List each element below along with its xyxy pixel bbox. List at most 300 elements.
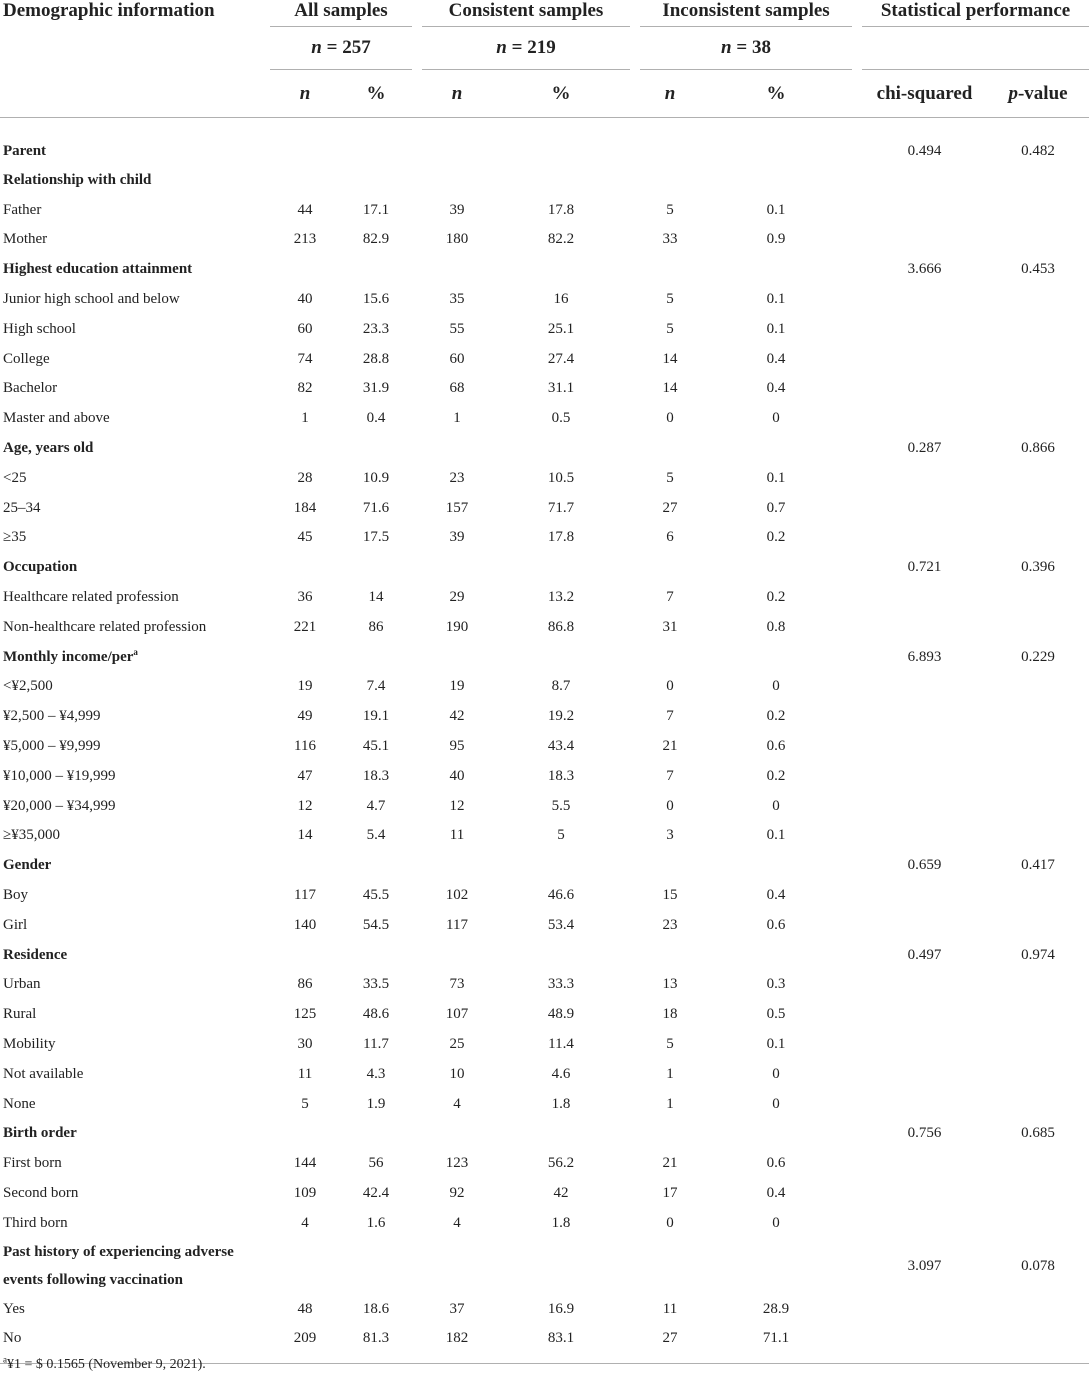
cell-consistent-pct: 10.5 (547, 469, 575, 486)
cell-all-pct: 4.3 (366, 1065, 386, 1082)
row-label: ¥5,000 – ¥9,999 (3, 738, 101, 755)
cell-consistent-n (422, 642, 492, 672)
cell-inconsistent-n (640, 255, 700, 285)
cell-p-value: 0.685 (1021, 1125, 1055, 1142)
cell-inconsistent-n (640, 1119, 700, 1149)
cell-all-pct: 54.5 (362, 916, 390, 933)
cell-inconsistent-n: 27 (662, 499, 678, 516)
cell-consistent-n (422, 255, 492, 285)
cell-p-value (987, 791, 1089, 821)
category-row (0, 434, 1089, 464)
cell-chi-squared (862, 702, 987, 732)
cell-chi-squared: 0.494 (907, 143, 942, 160)
table-row (0, 285, 1089, 315)
cell-p-value (987, 702, 1089, 732)
category-row (0, 553, 1089, 583)
cell-inconsistent-pct (700, 166, 852, 196)
category-row (0, 118, 1089, 166)
cell-consistent-n: 102 (445, 887, 469, 904)
cell-p-value (987, 672, 1089, 702)
cell-all-pct (340, 118, 412, 166)
cell-consistent-n: 123 (445, 1155, 469, 1172)
row-label: Boy (3, 887, 29, 904)
cell-consistent-pct: 18.3 (547, 767, 575, 784)
cell-consistent-n: 12 (449, 797, 465, 814)
cell-consistent-n: 37 (449, 1300, 465, 1317)
cell-consistent-n: 92 (449, 1184, 465, 1201)
cell-consistent-pct: 1.8 (551, 1214, 571, 1231)
cell-consistent-pct (492, 166, 630, 196)
cell-consistent-pct: 27.4 (547, 350, 575, 367)
row-label: No (0, 1324, 270, 1364)
cell-all-pct: 18.3 (362, 767, 390, 784)
cell-chi-squared (862, 166, 987, 196)
cell-inconsistent-n: 17 (662, 1184, 678, 1201)
cell-all-n: 116 (294, 738, 316, 755)
cell-inconsistent-n: 5 (666, 469, 674, 486)
cell-consistent-n: 182 (422, 1324, 492, 1364)
sub-pct-inconsistent: % (700, 70, 852, 118)
cell-chi-squared: 6.893 (907, 648, 942, 665)
cell-all-pct: 31.9 (362, 380, 390, 397)
cell-chi-squared (862, 523, 987, 553)
category-label: Gender (3, 857, 52, 874)
table-body (0, 118, 1089, 1364)
cell-all-pct: 11.7 (363, 1036, 389, 1052)
row-label: College (3, 350, 50, 367)
cell-p-value (987, 1059, 1089, 1089)
table-row (0, 1294, 1089, 1324)
cell-p-value (987, 583, 1089, 613)
cell-all-n: 45 (297, 529, 313, 546)
cell-inconsistent-pct (700, 553, 852, 583)
cell-chi-squared (862, 970, 987, 1000)
cell-all-n: 140 (293, 916, 317, 933)
cell-chi-squared (862, 1059, 987, 1089)
cell-consistent-n: 107 (445, 1006, 469, 1023)
category-label: Parent (3, 143, 47, 160)
header-all-samples: All samples (294, 0, 388, 21)
cell-inconsistent-n: 0 (666, 410, 674, 427)
header-row-n (0, 27, 1089, 70)
row-label: High school (3, 320, 76, 337)
table-row (0, 1208, 1089, 1238)
cell-all-pct: 17.5 (362, 529, 390, 546)
cell-p-value (987, 463, 1089, 493)
category-label: Highest education attainment (3, 261, 193, 278)
category-label: Monthly income/per$^a$ (3, 646, 138, 665)
header-demographic: Demographic information (3, 0, 215, 21)
cell-inconsistent-pct: 71.1 (700, 1324, 852, 1364)
category-label: Birth order (3, 1125, 77, 1142)
cell-consistent-pct (492, 642, 630, 672)
cell-inconsistent-pct: 0.1 (766, 827, 786, 844)
cell-consistent-pct: 13.2 (547, 589, 575, 606)
cell-p-value (987, 493, 1089, 523)
cell-p-value: 0.482 (1021, 143, 1055, 160)
cell-consistent-pct: 16.9 (547, 1300, 575, 1317)
cell-consistent-pct: 11.4 (548, 1036, 574, 1052)
cell-chi-squared (862, 374, 987, 404)
category-label: Residence (3, 946, 68, 963)
row-label: Non-healthcare related profession (3, 618, 207, 635)
cell-p-value: 0.866 (1021, 440, 1055, 457)
cell-inconsistent-pct: 0.6 (766, 916, 786, 933)
cell-consistent-pct: 17.8 (547, 529, 575, 546)
cell-all-pct: 10.9 (362, 469, 390, 486)
cell-p-value (987, 1149, 1089, 1179)
cell-all-pct (340, 434, 412, 464)
cell-p-value: 0.417 (1021, 857, 1055, 874)
table-row (0, 732, 1089, 762)
cell-p-value (987, 1179, 1089, 1209)
cell-inconsistent-n: 5 (666, 1036, 674, 1052)
cell-inconsistent-n: 3 (666, 827, 674, 844)
cell-chi-squared (862, 1149, 987, 1179)
cell-p-value: 0.396 (1021, 559, 1055, 576)
cell-chi-squared (862, 672, 987, 702)
table-row (0, 1149, 1089, 1179)
cell-inconsistent-n (640, 118, 700, 166)
cell-consistent-pct (492, 940, 630, 970)
cell-inconsistent-pct: 0 (772, 1214, 780, 1231)
cell-p-value: 0.078 (1021, 1257, 1055, 1274)
row-label: <¥2,500 (3, 678, 53, 695)
header-row-groups (0, 0, 1089, 27)
cell-inconsistent-n: 7 (666, 589, 674, 606)
cell-p-value (987, 970, 1089, 1000)
cell-inconsistent-pct: 0.4 (766, 350, 786, 367)
row-label: Master and above (3, 410, 110, 427)
cell-all-pct: 45.5 (362, 887, 390, 904)
table-row (0, 463, 1089, 493)
cell-consistent-n (422, 434, 492, 464)
category-label: Relationship with child (3, 171, 152, 188)
cell-p-value (987, 881, 1089, 911)
cell-all-n: 28 (297, 469, 313, 486)
table-row (0, 821, 1089, 851)
table-row (0, 910, 1089, 940)
cell-all-pct (340, 553, 412, 583)
cell-consistent-pct: 8.7 (551, 678, 571, 695)
cell-all-pct: 19.1 (362, 708, 390, 725)
table-row (0, 583, 1089, 613)
cell-all-n: 144 (293, 1155, 317, 1172)
cell-all-pct: 5.4 (366, 827, 386, 844)
cell-all-n (270, 1238, 340, 1294)
cell-inconsistent-pct: 0.1 (766, 320, 786, 337)
cell-p-value (987, 612, 1089, 642)
cell-consistent-n (422, 940, 492, 970)
cell-inconsistent-n (640, 553, 700, 583)
cell-inconsistent-pct: 28.9 (762, 1300, 790, 1317)
cell-consistent-pct: 48.9 (547, 1006, 575, 1023)
cell-consistent-pct (492, 118, 630, 166)
cell-inconsistent-n (640, 166, 700, 196)
n-inconsistent-samples: n = 38 (640, 27, 852, 70)
cell-chi-squared (862, 404, 987, 434)
cell-p-value (987, 1324, 1089, 1364)
cell-consistent-pct: 46.6 (547, 887, 575, 904)
cell-all-pct: 42.4 (362, 1184, 390, 1201)
table-row (0, 374, 1089, 404)
cell-all-n (270, 1119, 340, 1149)
cell-p-value (987, 374, 1089, 404)
cell-consistent-pct: 42 (553, 1184, 569, 1201)
cell-chi-squared (862, 583, 987, 613)
cell-consistent-n: 95 (449, 738, 465, 755)
cell-chi-squared (862, 493, 987, 523)
row-label: Second born (3, 1184, 79, 1201)
cell-consistent-pct (492, 1119, 630, 1149)
cell-chi-squared: 0.287 (907, 440, 942, 457)
cell-all-n: 30 (297, 1036, 313, 1052)
header-statistical-performance: Statistical performance (880, 0, 1071, 21)
cell-all-n: 36 (297, 589, 313, 606)
cell-inconsistent-pct: 0.1 (766, 469, 786, 486)
cell-consistent-pct: 83.1 (492, 1324, 630, 1364)
row-label: Yes (3, 1300, 25, 1317)
cell-consistent-n: 23 (449, 469, 465, 486)
cell-chi-squared (862, 1000, 987, 1030)
cell-chi-squared (862, 791, 987, 821)
cell-all-pct (340, 642, 412, 672)
cell-all-n: 74 (297, 350, 313, 367)
cell-inconsistent-n: 13 (662, 976, 678, 993)
cell-all-pct: 48.6 (362, 1006, 390, 1023)
cell-consistent-n (422, 166, 492, 196)
cell-p-value: 0.453 (1021, 261, 1055, 278)
cell-consistent-pct: 5.5 (551, 797, 571, 814)
cell-inconsistent-n: 27 (640, 1324, 700, 1364)
cell-consistent-pct: 31.1 (547, 380, 575, 397)
category-row (0, 940, 1089, 970)
row-label: Mother (3, 231, 48, 248)
cell-consistent-pct: 56.2 (547, 1155, 575, 1172)
cell-inconsistent-n: 33 (662, 231, 678, 248)
cell-inconsistent-pct: 0 (772, 678, 780, 695)
cell-consistent-n: 4 (453, 1095, 461, 1112)
cell-all-n: 19 (297, 678, 313, 695)
row-label: Mobility (3, 1036, 56, 1052)
cell-inconsistent-n: 0 (666, 678, 674, 695)
row-label: First born (3, 1155, 62, 1172)
cell-inconsistent-pct: 0.1 (766, 1036, 786, 1052)
cell-p-value (987, 285, 1089, 315)
cell-chi-squared (862, 1208, 987, 1238)
table-row (0, 881, 1089, 911)
cell-consistent-n: 25 (449, 1036, 465, 1052)
cell-inconsistent-pct: 0.2 (766, 589, 786, 606)
cell-p-value (987, 314, 1089, 344)
cell-inconsistent-pct: 0.6 (766, 738, 786, 755)
header-row-sub (0, 70, 1089, 118)
cell-p-value (987, 910, 1089, 940)
cell-consistent-n: 11 (449, 827, 465, 844)
cell-consistent-n: 157 (445, 499, 469, 516)
cell-all-pct: 1.6 (366, 1214, 386, 1231)
cell-chi-squared (862, 910, 987, 940)
cell-consistent-n: 190 (445, 618, 469, 635)
cell-consistent-pct: 53.4 (547, 916, 575, 933)
cell-all-n: 5 (301, 1095, 309, 1112)
cell-chi-squared (862, 1030, 987, 1060)
cell-consistent-pct (492, 851, 630, 881)
cell-all-n: 12 (297, 797, 313, 814)
cell-inconsistent-n: 7 (666, 708, 674, 725)
cell-all-pct: 17.1 (362, 201, 390, 218)
cell-all-pct (340, 1238, 412, 1294)
cell-consistent-n: 117 (446, 916, 468, 933)
cell-inconsistent-n: 31 (662, 618, 678, 635)
category-row (0, 1119, 1089, 1149)
cell-inconsistent-pct (700, 642, 852, 672)
cell-all-n: 1 (301, 410, 309, 427)
category-row (0, 255, 1089, 285)
cell-chi-squared (862, 1179, 987, 1209)
cell-consistent-pct: 25.1 (547, 320, 575, 337)
cell-p-value (987, 344, 1089, 374)
row-label: None (3, 1095, 36, 1112)
cell-all-pct: 0.4 (366, 410, 386, 427)
cell-chi-squared (862, 285, 987, 315)
cell-all-n: 213 (293, 231, 317, 248)
cell-p-value (987, 523, 1089, 553)
cell-inconsistent-n (640, 1238, 700, 1294)
sub-n-all: n (270, 70, 340, 118)
cell-all-n: 49 (297, 708, 313, 725)
cell-chi-squared (862, 225, 987, 255)
cell-inconsistent-n: 1 (666, 1065, 674, 1082)
cell-inconsistent-pct: 0 (772, 1065, 780, 1082)
n-all-samples: n = 257 (270, 27, 412, 70)
cell-inconsistent-pct: 0.9 (766, 231, 786, 248)
cell-consistent-n: 29 (449, 589, 465, 606)
cell-chi-squared (862, 1294, 987, 1324)
table-row (0, 702, 1089, 732)
sub-pct-all: % (340, 70, 412, 118)
cell-inconsistent-pct: 0.2 (766, 708, 786, 725)
table-row (0, 672, 1089, 702)
cell-p-value (987, 225, 1089, 255)
row-label: Junior high school and below (3, 291, 180, 308)
cell-chi-squared (862, 732, 987, 762)
cell-all-n: 209 (270, 1324, 340, 1364)
cell-p-value (987, 1000, 1089, 1030)
cell-inconsistent-pct: 0.2 (766, 767, 786, 784)
cell-all-pct: 1.9 (366, 1095, 386, 1112)
cell-all-pct: 82.9 (362, 231, 390, 248)
cell-consistent-pct (492, 255, 630, 285)
cell-consistent-n: 73 (449, 976, 465, 993)
cell-inconsistent-pct (700, 940, 852, 970)
cell-chi-squared (862, 612, 987, 642)
cell-chi-squared: 0.497 (907, 946, 942, 963)
cell-consistent-pct (492, 1238, 630, 1294)
cell-inconsistent-pct: 0.8 (766, 618, 786, 635)
cell-inconsistent-n: 18 (662, 1006, 678, 1023)
table-row (0, 970, 1089, 1000)
cell-consistent-pct: 0.5 (551, 410, 571, 427)
n-consistent-samples: n = 219 (422, 27, 630, 70)
category-row (0, 166, 1089, 196)
cell-all-pct: 56 (368, 1155, 384, 1172)
category-label: Age, years old (3, 440, 94, 457)
cell-consistent-n: 4 (453, 1214, 461, 1231)
cell-all-n (270, 553, 340, 583)
cell-inconsistent-n: 14 (662, 380, 678, 397)
cell-inconsistent-pct: 0.7 (766, 499, 786, 516)
cell-all-pct: 45.1 (362, 738, 390, 755)
category-row (0, 1238, 1089, 1294)
cell-inconsistent-pct: 0.1 (766, 291, 786, 308)
cell-all-pct (340, 255, 412, 285)
cell-inconsistent-pct: 0 (772, 410, 780, 427)
cell-inconsistent-pct: 0.3 (766, 976, 786, 993)
cell-consistent-pct: 71.7 (547, 499, 575, 516)
cell-consistent-n: 60 (449, 350, 465, 367)
row-label: 25–34 (3, 499, 41, 516)
table-row (0, 1059, 1089, 1089)
cell-consistent-pct: 17.8 (547, 201, 575, 218)
cell-chi-squared: 3.666 (907, 261, 942, 278)
table-row (0, 1000, 1089, 1030)
cell-inconsistent-n: 23 (662, 916, 678, 933)
cell-p-value (987, 821, 1089, 851)
cell-consistent-n: 40 (449, 767, 465, 784)
header-consistent-samples: Consistent samples (448, 0, 604, 21)
table-row (0, 523, 1089, 553)
row-label: ¥20,000 – ¥34,999 (3, 797, 116, 814)
cell-chi-squared (862, 881, 987, 911)
cell-all-n (270, 940, 340, 970)
table-row (0, 404, 1089, 434)
cell-all-pct (340, 1119, 412, 1149)
row-label: Father (3, 201, 42, 218)
cell-all-pct (340, 940, 412, 970)
cell-all-pct: 71.6 (362, 499, 390, 516)
cell-all-n (270, 851, 340, 881)
cell-consistent-n (422, 1238, 492, 1294)
cell-inconsistent-n: 11 (662, 1300, 678, 1317)
cell-inconsistent-n: 1 (666, 1095, 674, 1112)
row-label: ¥2,500 – ¥4,999 (3, 708, 101, 725)
cell-all-pct: 14 (368, 589, 384, 606)
cell-chi-squared: 0.659 (907, 857, 942, 874)
cell-inconsistent-n (640, 940, 700, 970)
row-label: Not available (3, 1065, 84, 1082)
cell-all-pct: 23.3 (362, 320, 390, 337)
row-label: ≥¥35,000 (3, 827, 60, 844)
cell-all-pct: 18.6 (362, 1300, 390, 1317)
cell-inconsistent-pct (700, 851, 852, 881)
cell-inconsistent-n (640, 851, 700, 881)
cell-all-n: 184 (293, 499, 317, 516)
cell-chi-squared (862, 1324, 987, 1364)
cell-all-pct: 15.6 (362, 291, 390, 308)
cell-all-n: 47 (297, 767, 313, 784)
table-row (0, 344, 1089, 374)
sub-n-inconsistent: n (640, 70, 700, 118)
table-row (0, 1089, 1089, 1119)
cell-consistent-n: 39 (449, 201, 465, 218)
table-row (0, 1179, 1089, 1209)
category-label: Past history of experiencing adverse events following vaccination (3, 1244, 234, 1289)
cell-inconsistent-pct: 0 (772, 797, 780, 814)
cell-consistent-pct: 82.2 (547, 231, 575, 248)
cell-all-n: 40 (297, 291, 313, 308)
sub-p-value: p-value (987, 70, 1089, 118)
